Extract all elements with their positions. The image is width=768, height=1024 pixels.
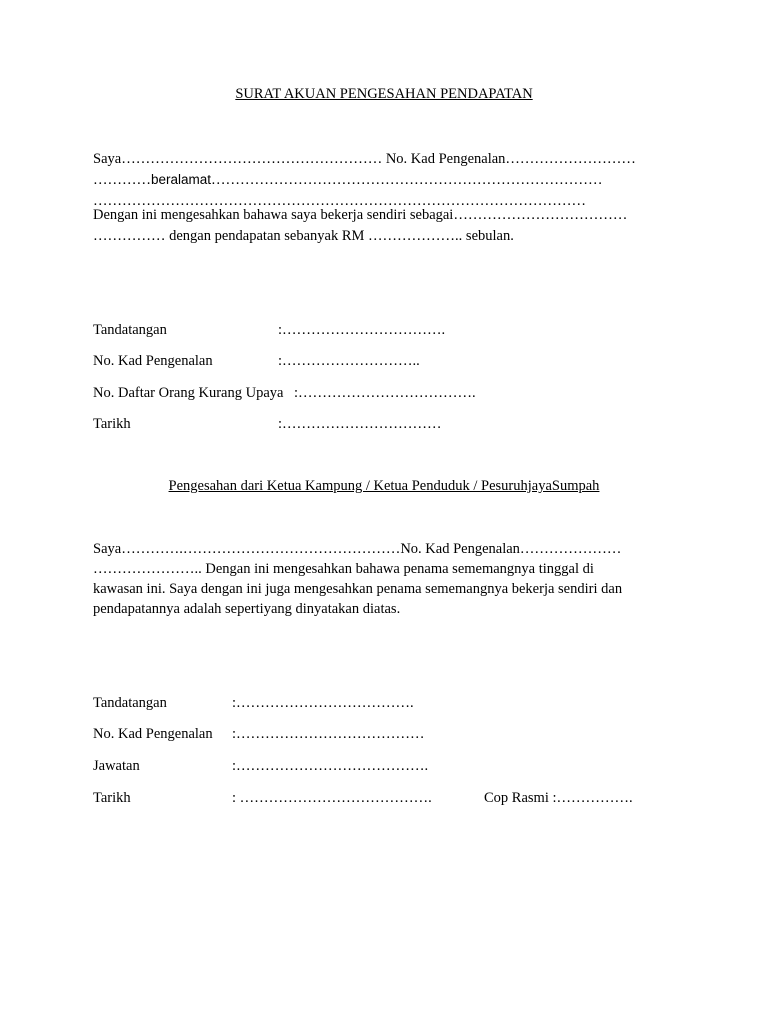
verification-line2-dots: ………………….. bbox=[93, 561, 202, 577]
verification-title-text: Pengesahan dari Ketua Kampung / Ketua Penduduk / PesuruhjayaSumpah bbox=[168, 478, 600, 494]
verifier-ic-value: :………………………………… bbox=[232, 726, 425, 742]
verifier-date-value: : …………………………………. bbox=[232, 790, 432, 806]
applicant-ic-label: No. Kad Pengenalan bbox=[93, 353, 213, 369]
declaration-ic-label: No. Kad Pengenalan bbox=[385, 151, 506, 167]
declaration-line-4 bbox=[93, 207, 627, 224]
applicant-date-value: :…………………………… bbox=[278, 416, 442, 432]
declaration-income-dots: ……………….. bbox=[368, 228, 463, 244]
declaration-line-1 bbox=[93, 151, 636, 168]
verification-line-2 bbox=[93, 561, 594, 578]
official-stamp-value: :……………. bbox=[548, 790, 633, 806]
verification-ic-dots: ………………… bbox=[519, 541, 622, 557]
declaration-beralamat: beralamat bbox=[151, 172, 212, 187]
verifier-ic-label: No. Kad Pengenalan bbox=[93, 726, 213, 742]
document-title bbox=[0, 86, 768, 103]
applicant-signature-value: :……………………………. bbox=[278, 322, 446, 338]
verification-line-3 bbox=[93, 581, 622, 598]
applicant-oku-label: No. Daftar Orang Kurang Upaya bbox=[93, 385, 284, 401]
document-title-text: SURAT AKUAN PENGESAHAN PENDAPATAN bbox=[235, 86, 533, 102]
official-stamp bbox=[484, 790, 633, 807]
verifier-position-label: Jawatan bbox=[93, 758, 140, 774]
verification-line-4 bbox=[93, 601, 400, 618]
applicant-date-label: Tarikh bbox=[93, 416, 131, 432]
declaration-address-dots-2: ………………………………………………………………………………………… bbox=[93, 193, 586, 209]
verification-saya: Saya bbox=[93, 541, 122, 557]
declaration-monthly: sebulan. bbox=[462, 228, 514, 244]
declaration-address-dots: ……………………………………………………………………… bbox=[211, 172, 603, 188]
declaration-occupation-dots: ……………………………… bbox=[453, 207, 628, 223]
verifier-signature-value: :………………………………. bbox=[232, 695, 414, 711]
verification-title bbox=[0, 478, 768, 495]
verifier-position-value: :…………………………………. bbox=[232, 758, 429, 774]
declaration-line2-dots: ………… bbox=[93, 172, 151, 188]
verifier-date-label: Tarikh bbox=[93, 790, 131, 806]
declaration-ic-dots: ……………………… bbox=[505, 151, 636, 167]
declaration-name-dots: ……………………………………………… bbox=[121, 151, 383, 167]
verification-statement-1: Dengan ini mengesahkan bahawa penama sememangnya tinggal di bbox=[201, 561, 594, 577]
verification-statement-2: kawasan ini. Saya dengan ini juga mengesahkan penama sememangnya bekerja sendiri dan bbox=[93, 581, 623, 597]
applicant-oku-value: :………………………………. bbox=[294, 385, 476, 401]
verification-statement-3: pendapatannya adalah sepertiyang dinyatakan diatas. bbox=[93, 601, 401, 617]
verification-line-1 bbox=[93, 541, 621, 558]
applicant-ic-value: :……………………….. bbox=[278, 353, 420, 369]
verification-ic-label: No. Kad Pengenalan bbox=[400, 541, 520, 557]
declaration-line-2 bbox=[93, 172, 603, 189]
declaration-line-5 bbox=[93, 228, 514, 245]
declaration-saya: Saya bbox=[93, 151, 122, 167]
applicant-signature-label: Tandatangan bbox=[93, 322, 167, 338]
declaration-line5-dots: …………… bbox=[93, 228, 166, 244]
verification-name-dots: ………….……………………………………… bbox=[121, 541, 401, 557]
verifier-signature-label: Tandatangan bbox=[93, 695, 167, 711]
official-stamp-label: Cop Rasmi bbox=[484, 790, 549, 806]
declaration-statement: Dengan ini mengesahkan bahawa saya bekerja sendiri sebagai bbox=[93, 207, 454, 223]
declaration-income-text: dengan pendapatan sebanyak RM bbox=[165, 228, 369, 244]
